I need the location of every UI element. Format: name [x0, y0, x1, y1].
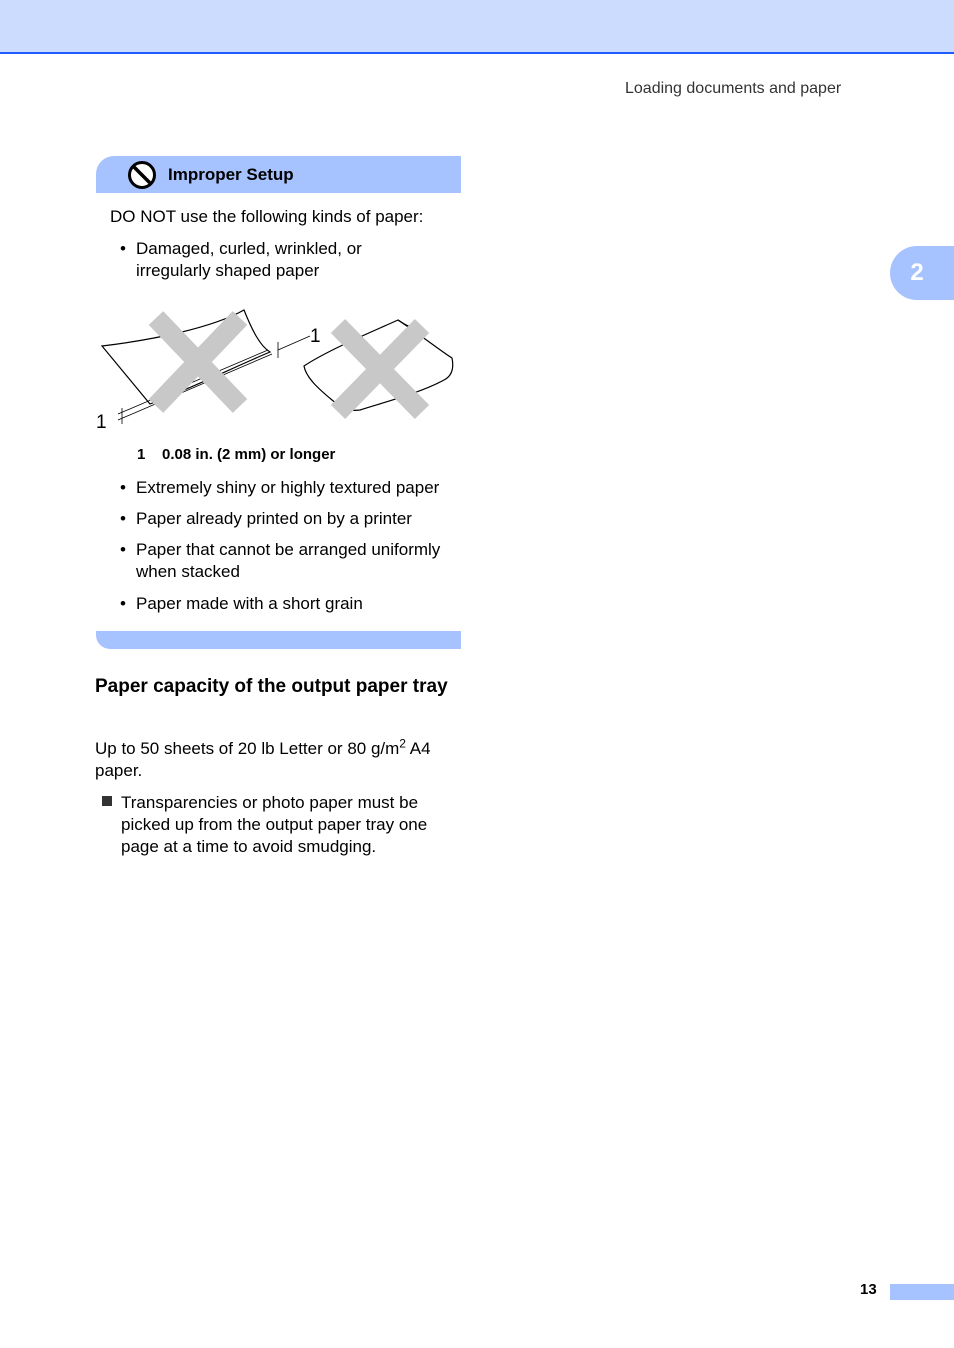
prohibited-icon	[127, 160, 157, 190]
figure-caption	[137, 446, 335, 463]
bullet-dot: •	[120, 509, 126, 528]
improper-paper-figure	[92, 300, 464, 440]
bullet-text: Paper already printed on by a printer	[136, 509, 412, 528]
running-header: Loading documents and paper	[625, 80, 842, 97]
figure-callout-right: 1	[310, 326, 321, 347]
warning-intro: DO NOT use the following kinds of paper:	[110, 207, 424, 226]
caption-number: 1	[137, 446, 146, 463]
warning-title: Improper Setup	[168, 164, 294, 184]
caption-text: 0.08 in. (2 mm) or longer	[162, 446, 336, 463]
bullet-text: Extremely shiny or highly textured paper	[136, 478, 440, 497]
top-header-band	[0, 0, 954, 54]
warning-bullet	[120, 508, 466, 530]
section-body	[95, 738, 465, 782]
page-footer-tab	[890, 1284, 954, 1300]
page-number: 13	[860, 1281, 877, 1298]
superscript: 2	[399, 736, 406, 751]
bullet-dot: •	[120, 478, 126, 497]
bullet-dot: •	[120, 594, 126, 613]
square-bullet-icon	[102, 796, 112, 806]
chapter-tab	[890, 246, 954, 300]
figure-callout-left: 1	[96, 412, 107, 433]
bullet-dot: •	[120, 239, 126, 258]
section-note: Transparencies or photo paper must be picked up from the output paper tray one page at a time to avoid smudging.	[121, 793, 428, 856]
warning-footer-bar	[96, 631, 461, 649]
chapter-number: 2	[910, 259, 924, 286]
warning-header	[96, 156, 461, 193]
section-heading: Paper capacity of the output paper tray	[95, 676, 448, 697]
bullet-dot: •	[120, 540, 126, 559]
warning-bullet	[120, 593, 466, 615]
body-text-end: A4 paper.	[95, 739, 431, 780]
warning-bullet	[120, 477, 466, 499]
warning-bullet	[120, 238, 436, 282]
bullet-text: Paper made with a short grain	[136, 594, 363, 613]
body-text-start: Up to 50 sheets of 20 lb Letter or 80 g/m	[95, 739, 400, 758]
warning-bullet	[120, 539, 461, 583]
bullet-text: Damaged, curled, wrinkled, or irregularly shaped paper	[136, 239, 362, 280]
bullet-text: Paper that cannot be arranged uniformly when stacked	[136, 540, 441, 581]
